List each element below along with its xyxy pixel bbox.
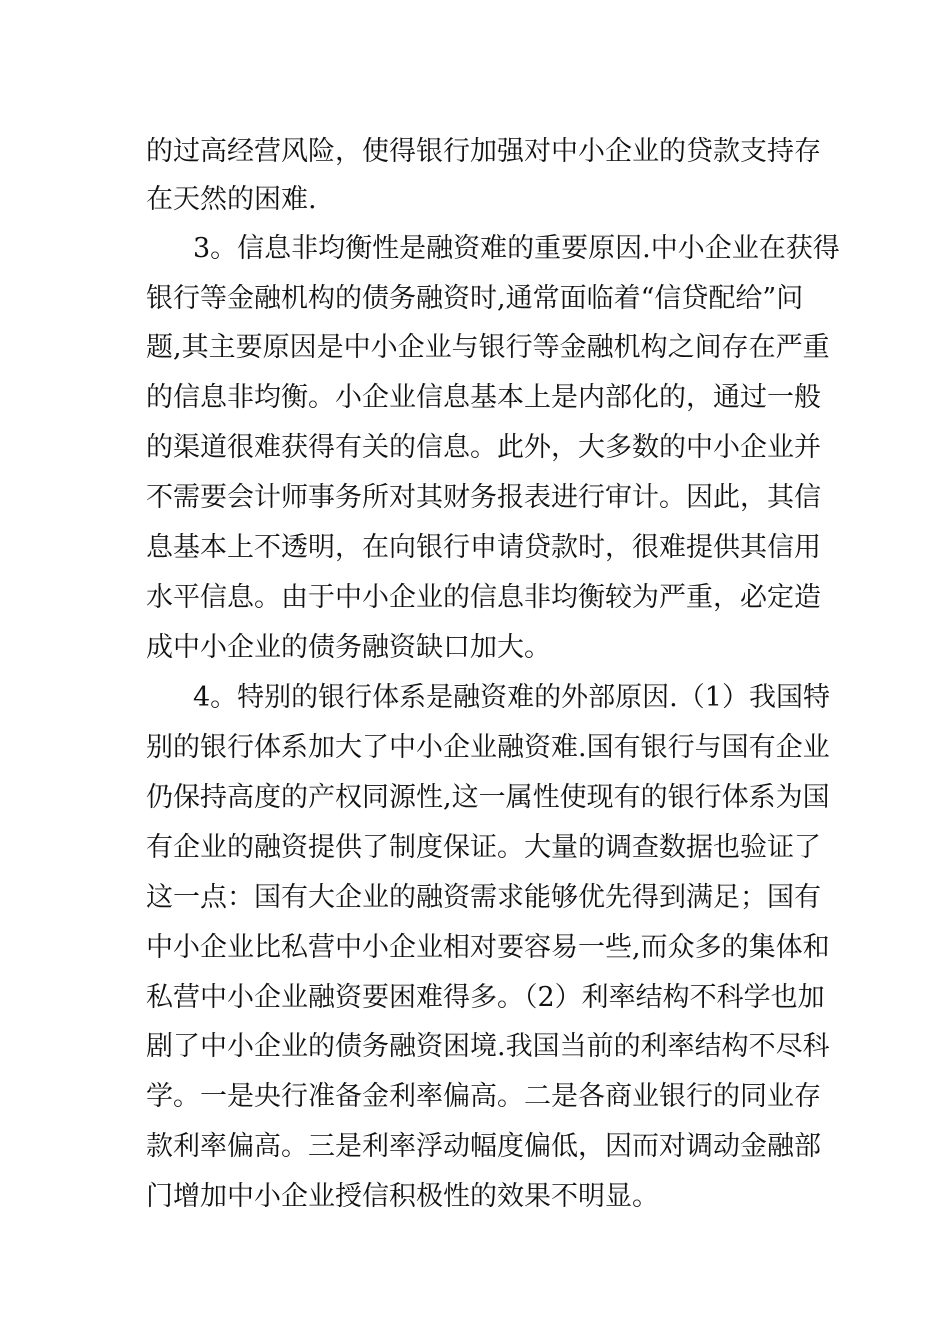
text-line-5: 题,其主要原因是中小企业与银行等金融机构之间存在严重 — [146, 332, 830, 363]
text-line-1: 的过高经营风险，使得银行加强对中小企业的贷款支持存 — [146, 136, 821, 167]
text-line-20: 学。一是央行准备金利率偏高。二是各商业银行的同业存 — [146, 1081, 821, 1112]
text-line-7: 的渠道很难获得有关的信息。此外，大多数的中小企业并 — [146, 432, 821, 463]
text-line-19: 剧了中小企业的债务融资困境.我国当前的利率结构不尽科 — [146, 1031, 830, 1062]
text-line-17: 中小企业比私营中小企业相对要容易一些,而众多的集体和 — [146, 932, 830, 963]
text-line-6: 的信息非均衡。小企业信息基本上是内部化的，通过一般 — [146, 382, 821, 413]
text-line-14: 仍保持高度的产权同源性,这一属性使现有的银行体系为国 — [146, 782, 830, 813]
text-line-21: 款利率偏高。三是利率浮动幅度偏低，因而对调动金融部 — [146, 1131, 821, 1162]
paragraph-4-first-line: 4。特别的银行体系是融资难的外部原因.（1）我国特 — [193, 682, 830, 713]
text-line-13: 别的银行体系加大了中小企业融资难.国有银行与国有企业 — [146, 732, 830, 763]
text-line-11: 成中小企业的债务融资缺口加大。 — [146, 632, 551, 663]
text-line-9: 息基本上不透明，在向银行申请贷款时，很难提供其信用 — [146, 532, 821, 563]
text-line-18: 私营中小企业融资要困难得多。（2）利率结构不科学也加 — [146, 982, 825, 1013]
text-line-2: 在天然的困难. — [146, 184, 317, 215]
text-line-8: 不需要会计师事务所对其财务报表进行审计。因此，其信 — [146, 482, 821, 513]
text-line-16: 这一点：国有大企业的融资需求能够优先得到满足；国有 — [146, 882, 821, 913]
paragraph-3-first-line: 3。信息非均衡性是融资难的重要原因.中小企业在获得 — [193, 233, 840, 264]
text-line-10: 水平信息。由于中小企业的信息非均衡较为严重，必定造 — [146, 582, 821, 613]
text-line-22: 门增加中小企业授信积极性的效果不明显。 — [146, 1181, 659, 1212]
text-line-4: 银行等金融机构的债务融资时,通常面临着“信贷配给”问 — [146, 283, 804, 314]
text-line-15: 有企业的融资提供了制度保证。大量的调查数据也验证了 — [146, 832, 821, 863]
